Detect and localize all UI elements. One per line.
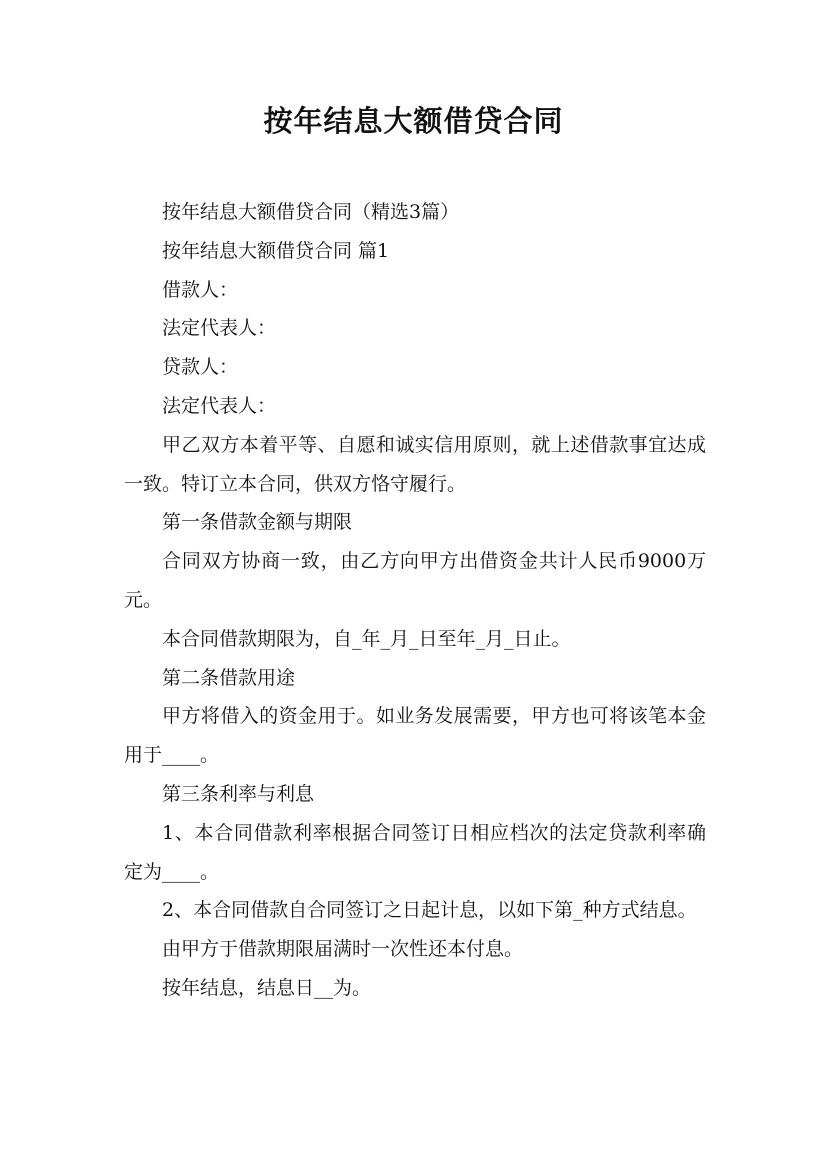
paragraph-lender-representative: 法定代表人：: [162, 394, 277, 417]
paragraph-article-2-purpose: 甲方将借入的资金用于。如业务发展需要，甲方也可将该笔本金用于____。: [124, 705, 706, 767]
paragraph-borrower-representative: 法定代表人：: [162, 317, 277, 340]
paragraph-subtitle: 按年结息大额借贷合同（精选3篇）: [162, 201, 460, 223]
paragraph-lender: 贷款人：: [162, 356, 239, 379]
paragraph-borrower: 借款人：: [162, 278, 239, 301]
paragraph-article-1-heading: 第一条借款金额与期限: [162, 511, 353, 534]
paragraph-article-1-amount: 合同双方协商一致，由乙方向甲方出借资金共计人民币9000万元。: [124, 550, 706, 611]
paragraph-article-3-option-annual: 按年结息，结息日__为。: [162, 976, 372, 999]
document-title: 按年结息大额借贷合同: [263, 104, 564, 138]
paragraph-article-3-rate: 1、本合同借款利率根据合同签订日相应档次的法定贷款利率确定为____。: [124, 821, 706, 883]
paragraph-article-1-term: 本合同借款期限为，自_年_月_日至年_月_日止。: [162, 627, 571, 650]
paragraph-article-2-heading: 第二条借款用途: [162, 666, 296, 689]
paragraph-article-3-heading: 第三条利率与利息: [162, 782, 315, 805]
paragraph-article-3-interest-start: 2、本合同借款自合同签订之日起计息，以如下第_种方式结息。: [162, 899, 697, 922]
paragraph-section-heading: 按年结息大额借贷合同 篇1: [162, 239, 390, 262]
document-body: [124, 193, 706, 1008]
paragraph-article-3-option-lump-sum: 由甲方于借款期限届满时一次性还本付息。: [162, 938, 524, 961]
paragraph-preamble: 甲乙双方本着平等、自愿和诚实信用原则，就上述借款事宜达成一致。特订立本合同，供双方恪守履行。: [124, 433, 706, 495]
